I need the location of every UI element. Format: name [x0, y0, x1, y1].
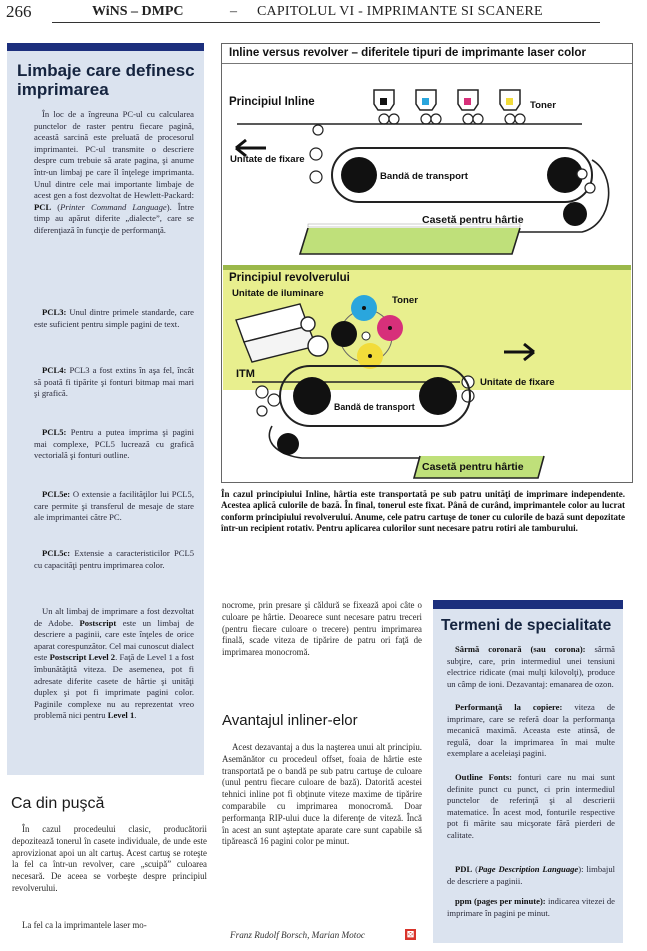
toner-cartridge-black [374, 90, 394, 110]
label-inline-principle: Principiul Inline [229, 96, 315, 108]
term-corona: Sârmă coronară (sau corona): sârmă subţire, care, prin intermediul unei tensiuni electrice ridicate (mai mulţi kilovolţi), produce un câmp de ioni. Dezavantaj: emanarea de ozon. [447, 644, 615, 689]
label-belt-top: Bandă de transport [380, 171, 468, 182]
section-gun-paragraph-2: La fel ca la imprimantele laser mo- [22, 920, 147, 930]
label-tray-top: Casetă pentru hârtie [422, 214, 524, 226]
label-illumination-unit: Unitate de iluminare [232, 288, 324, 299]
revolver-toner-black [331, 321, 357, 347]
printer-diagram-figure [221, 43, 633, 483]
label-fuser-top: Unitate de fixare [230, 154, 305, 165]
paper-tray-inline [300, 228, 520, 254]
section-title-gun: Ca din puşcă [11, 795, 105, 812]
advantage-paragraph: Acest dezavantaj a dus la naşterea unui alt principiu. Asemănător cu procedeul offset, foaia de hârtie este transportată pe o bandă pe sub patru cartuşe de culoare (unul pentru fiecare culoare de bază). Datorită acestei tehnici inline pot fi obţinute viteze maxime de tipărire comparabile cu imprimarea monocromă. Doar performanţa RIP-ului duce la diferenţe de viteză. Încă în acest an sunt aşteptate aparate care sunt capabile să tipărească 16 pagini color pe minut. [222, 742, 422, 847]
figure-caption: În cazul principiului Inline, hârtia este transportată pe sub patru unităţi de imprimare independente. Acestea aplică culorile de bază. În final, tonerul este fixat. Până de curând, imprimantele color au lucrat conform principiului revolverului. Anume, cele patru cartuşe de toner cu culorile de bază sunt depozitate într-un recipient rotativ. Pentru aplicarea culorilor sunt necesare patru rotiri ale tamburului. [221, 489, 625, 534]
label-fuser-bottom: Unitate de fixare [480, 377, 555, 388]
article-authors: Franz Rudolf Borsch, Marian Motoc [230, 930, 365, 940]
label-toner-top: Toner [530, 100, 556, 111]
header-separator: – [230, 4, 237, 19]
sidebar-top-bar [7, 43, 204, 51]
belt-roller-right-revolver [419, 377, 457, 415]
term-pdl: PDL (Page Description Language): limbajul de descriere a paginii. [447, 864, 616, 886]
label-belt-bottom: Bandă de transport [334, 402, 415, 412]
sidebar-pcl5: PCL5: Pentru a putea imprima şi pagini mai complexe, PCL5 lucrează cu grafică vectorială şi fonturi outline. [34, 427, 194, 461]
section-separator [223, 265, 631, 270]
chapter-title: CAPITOLUL VI - IMPRIMANTE SI SCANERE [257, 4, 543, 19]
label-toner-bottom: Toner [392, 295, 418, 306]
figure-title: Inline versus revolver – diferitele tipuri de imprimante laser color [229, 46, 586, 59]
sidebar-pcl5e: PCL5e: O extensie a facilităţilor lui PCL5, care permite şi transferul de mesaje de stare ale imprimantei către PC. [34, 489, 194, 523]
belt-roller-left-revolver [293, 377, 331, 415]
sidebar-pcl5c: PCL5c: Extensie a caracteristicilor PCL5 cu capacităţi pentru imprimarea color. [34, 548, 194, 570]
sidebar-pcl3: PCL3: Unul dintre primele standarde, care este suficient pentru simple pagini de text. [34, 307, 194, 329]
middle-column-paragraph: nocrome, prin presare şi căldură se fixează apoi câte o culoare pe hârtie. Deoarece sunt necesare patru treceri (pentru fiecare culoare o trecere) pentru imprimarea finală, scade viteza de tipărire de patru ori faţă de imprimarea monocromă. [222, 600, 422, 658]
sidebar-print-languages [7, 43, 204, 775]
section-gun-paragraph: În cazul procedeului clasic, producătorii depozitează tonerul în casete individuale, de unde este aprovizionat apoi un alt cartuş. Acest cartuş se roteşte la fel ca într-un revolver, care „scuipă” culoarea necesară. De aceea se vorbeşte despre principiul revolverului. [12, 824, 207, 893]
terms-title: Termeni de specialitate [441, 617, 612, 634]
feed-roller-black [563, 202, 587, 226]
toner-cartridge-cyan [416, 90, 436, 110]
sidebar-title [17, 61, 197, 99]
sidebar-postscript-paragraph: Un alt limbaj de imprimare a fost dezvoltat de Adobe. Postscript este un limbaj de descriere a paginii, care este înţeles de orice aparat corespunzător. Cel mai cunoscut dialect este Postscript Level 2. Faţă de Level 1 a fost îmbunătăţită viteza. De asemenea, pot fi adresate diferite casete de hârtie şi unităţi duplex şi pot fi imprimate pagini color. Paginile complexe nu au reprezentat vreo problemă nici pentru Level 1. [34, 606, 194, 721]
toner-cartridge-magenta [458, 90, 478, 110]
header-rule [52, 22, 600, 23]
print-drums-inline [379, 114, 525, 124]
sidebar-pcl4: PCL4: PCL3 a fost extins în aşa fel, încât să poată fi tipărite şi fonturi bitmap mai mari şi grafică. [34, 365, 194, 399]
label-itm: ITM [236, 368, 255, 380]
section-title-inliner-advantage: Avantajul inliner-elor [222, 712, 358, 729]
sidebar-title-line2: imprimarea [17, 80, 109, 99]
term-outline-fonts: Outline Fonts: fonturi care nu mai sunt definite punct cu punct, ci prin intermediul punctelor de referinţă şi al descrierii matematice. În acest mod, fonturile respective pot fi mărite sau micşorate fără pierderi de calitate. [447, 772, 615, 840]
fuser-rollers-inline [310, 125, 323, 183]
end-mark-icon: ⊠ [406, 929, 415, 939]
toner-cartridge-yellow [500, 90, 520, 110]
page-header [0, 0, 647, 26]
label-revolver-principle: Principiul revolverului [229, 272, 350, 284]
terms-top-bar [433, 600, 623, 609]
specialist-terms-box [433, 600, 623, 943]
feed-roller-revolver [277, 433, 299, 455]
sidebar-title-line1: Limbaje care definesc [17, 61, 195, 80]
label-tray-bottom: Casetă pentru hârtie [422, 461, 524, 473]
belt-roller-left [341, 157, 377, 193]
term-copy-performance: Performanţă la copiere: viteza de imprimare, care se referă doar la performanţa mecanică maximă. Aceasta este atinsă, de regulă, doar la imprimarea în mai multe exemplare a aceleiaşi pagini. [447, 702, 615, 759]
book-title: WiNS – DMPC [92, 4, 184, 19]
page-number: 266 [6, 2, 32, 21]
term-ppm: ppm (pages per minute): indicarea vitezei de imprimare în pagini pe minut. [447, 896, 615, 918]
sidebar-intro-paragraph: În loc de a îngreuna PC-ul cu calcularea punctelor de raster pentru fiecare pagină, această sarcină este preluată de procesorul imprimantei. PC-ul transmite o descriere despre cum trebuie să arate pagina, şi anume într-un limbaj pe care îl înţelege imprimanta. Unul dintre cele mai importante limbaje de acest gen a fost dezvoltat de Hewlett-Packard: PCL (Printer Command Language). Între timp au apărut diferite „dialecte”, care se diferenţiază în funcţie de performanţă. [34, 109, 194, 235]
